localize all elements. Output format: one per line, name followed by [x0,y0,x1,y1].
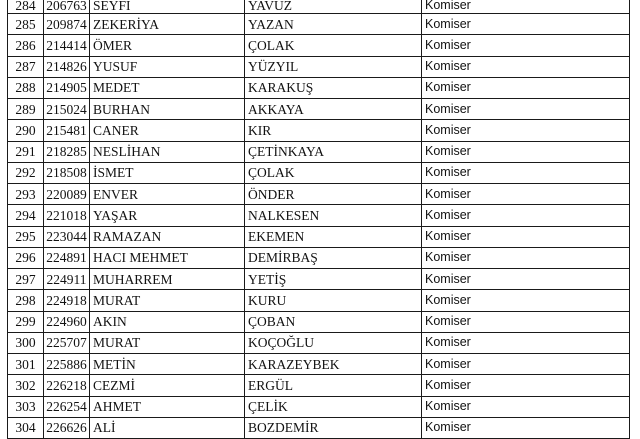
table-row [8,35,630,56]
table-row [8,332,630,353]
rank-cell: Komiser [422,226,630,247]
first-name-cell: YUSUF [90,56,245,77]
last-name-cell: KARAZEYBEK [245,354,422,375]
table-row [8,141,630,162]
registry-number-cell: 225707 [44,332,90,353]
row-number-cell: 300 [8,332,44,353]
row-number-cell: 289 [8,99,44,120]
rank-cell: Komiser [422,290,630,311]
last-name-cell: EKEMEN [245,226,422,247]
registry-number-cell: 214414 [44,35,90,56]
last-name-cell: ÇETİNKAYA [245,141,422,162]
first-name-cell: MURAT [90,332,245,353]
first-name-cell: BURHAN [90,99,245,120]
registry-number-cell: 224911 [44,269,90,290]
rank-cell: Komiser [422,269,630,290]
table-row [8,311,630,332]
first-name-cell: SEYFİ [90,0,245,14]
row-number-cell: 298 [8,290,44,311]
table-row [8,184,630,205]
rank-cell: Komiser [422,396,630,417]
last-name-cell: YAVUZ [245,0,422,14]
table-row [8,417,630,438]
row-number-cell: 304 [8,417,44,438]
last-name-cell: YÜZYIL [245,56,422,77]
last-name-cell: YAZAN [245,14,422,35]
row-number-cell: 299 [8,311,44,332]
table-row [8,120,630,141]
table-row [8,162,630,183]
table-row [8,77,630,98]
row-number-cell: 288 [8,77,44,98]
last-name-cell: ÖNDER [245,184,422,205]
rank-cell: Komiser [422,375,630,396]
rank-cell: Komiser [422,311,630,332]
table-row [8,205,630,226]
row-number-cell: 286 [8,35,44,56]
row-number-cell: 295 [8,226,44,247]
first-name-cell: RAMAZAN [90,226,245,247]
first-name-cell: CEZMİ [90,375,245,396]
registry-number-cell: 220089 [44,184,90,205]
first-name-cell: CANER [90,120,245,141]
row-number-cell: 290 [8,120,44,141]
last-name-cell: DEMİRBAŞ [245,247,422,268]
registry-number-cell: 221018 [44,205,90,226]
last-name-cell: ÇOBAN [245,311,422,332]
last-name-cell: ÇOLAK [245,162,422,183]
last-name-cell: KOÇOĞLU [245,332,422,353]
rank-cell: Komiser [422,162,630,183]
last-name-cell: ÇOLAK [245,35,422,56]
row-number-cell: 294 [8,205,44,226]
row-number-cell: 292 [8,162,44,183]
registry-number-cell: 223044 [44,226,90,247]
first-name-cell: AHMET [90,396,245,417]
last-name-cell: NALKESEN [245,205,422,226]
table-row [8,375,630,396]
row-number-cell: 297 [8,269,44,290]
registry-number-cell: 218285 [44,141,90,162]
rank-cell: Komiser [422,120,630,141]
registry-number-cell: 214905 [44,77,90,98]
rank-cell: Komiser [422,332,630,353]
registry-number-cell: 224960 [44,311,90,332]
rank-cell: Komiser [422,99,630,120]
rank-cell: Komiser [422,417,630,438]
table-row [8,226,630,247]
registry-number-cell: 215024 [44,99,90,120]
rank-cell: Komiser [422,0,630,14]
registry-number-cell: 218508 [44,162,90,183]
row-number-cell: 302 [8,375,44,396]
registry-number-cell: 214826 [44,56,90,77]
row-number-cell: 296 [8,247,44,268]
registry-number-cell: 226218 [44,375,90,396]
first-name-cell: ÖMER [90,35,245,56]
first-name-cell: İSMET [90,162,245,183]
first-name-cell: MURAT [90,290,245,311]
registry-number-cell: 226626 [44,417,90,438]
rank-cell: Komiser [422,35,630,56]
row-number-cell: 287 [8,56,44,77]
table-row [8,290,630,311]
rank-cell: Komiser [422,354,630,375]
first-name-cell: MUHARREM [90,269,245,290]
registry-number-cell: 209874 [44,14,90,35]
last-name-cell: AKKAYA [245,99,422,120]
first-name-cell: ENVER [90,184,245,205]
rank-cell: Komiser [422,14,630,35]
table-row [8,14,630,35]
table-row [8,247,630,268]
table-row [8,354,630,375]
table-row [8,99,630,120]
table-row [8,0,630,14]
registry-number-cell: 225886 [44,354,90,375]
row-number-cell: 301 [8,354,44,375]
first-name-cell: ZEKERİYA [90,14,245,35]
last-name-cell: KURU [245,290,422,311]
registry-number-cell: 224918 [44,290,90,311]
last-name-cell: KARAKUŞ [245,77,422,98]
rank-cell: Komiser [422,184,630,205]
row-number-cell: 291 [8,141,44,162]
first-name-cell: YAŞAR [90,205,245,226]
personnel-table [7,0,630,439]
rank-cell: Komiser [422,141,630,162]
rank-cell: Komiser [422,205,630,226]
registry-number-cell: 224891 [44,247,90,268]
first-name-cell: ALİ [90,417,245,438]
first-name-cell: METİN [90,354,245,375]
last-name-cell: YETİŞ [245,269,422,290]
first-name-cell: AKIN [90,311,245,332]
row-number-cell: 284 [8,0,44,14]
last-name-cell: BOZDEMİR [245,417,422,438]
last-name-cell: ÇELİK [245,396,422,417]
registry-number-cell: 226254 [44,396,90,417]
first-name-cell: NESLİHAN [90,141,245,162]
row-number-cell: 303 [8,396,44,417]
rank-cell: Komiser [422,56,630,77]
table-row [8,396,630,417]
table-row [8,269,630,290]
rank-cell: Komiser [422,247,630,268]
row-number-cell: 285 [8,14,44,35]
document-page [7,0,629,439]
row-number-cell: 293 [8,184,44,205]
table-body [8,0,630,439]
first-name-cell: MEDET [90,77,245,98]
registry-number-cell: 206763 [44,0,90,14]
registry-number-cell: 215481 [44,120,90,141]
rank-cell: Komiser [422,77,630,98]
last-name-cell: ERGÜL [245,375,422,396]
first-name-cell: HACI MEHMET [90,247,245,268]
last-name-cell: KIR [245,120,422,141]
table-row [8,56,630,77]
